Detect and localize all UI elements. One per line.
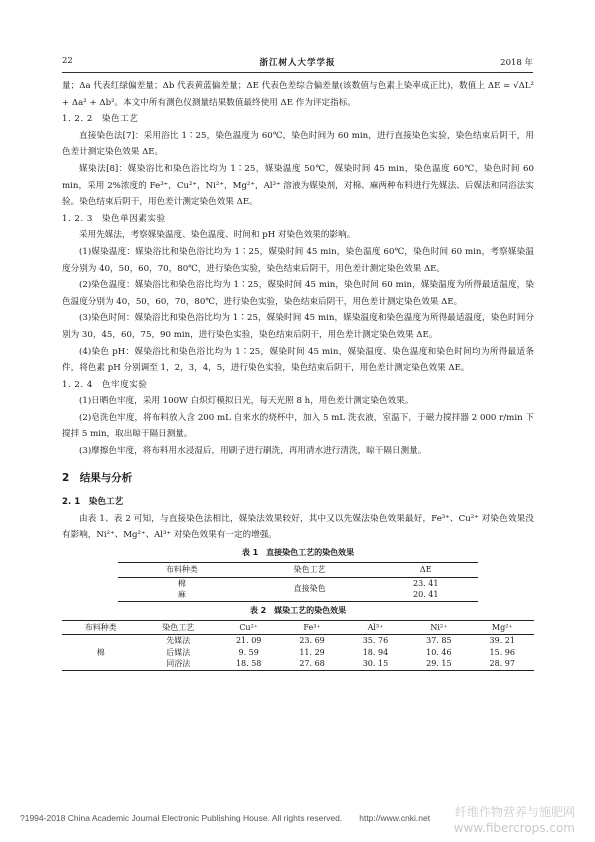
- table-cell: 同浴法: [139, 658, 216, 670]
- table-cell: 20. 41: [373, 589, 478, 601]
- table-cell: 11. 29: [299, 647, 325, 657]
- running-header: [62, 56, 533, 70]
- paragraph: 由表 1、表 2 可知，与直接染色法相比，媒染法效果较好，其中又以先媒法染色效果最好，Fe³⁺、Cu²⁺ 对染色效果没有影响，Ni²⁺、Mg²⁺、Al³⁺ 对染色效果有一定的增强。: [62, 513, 534, 541]
- paragraph: (3)摩擦色牢度，将布料用水浸湿后，用刷子进行刷洗，再用清水进行清洗，晾干隔日测量。: [79, 446, 427, 457]
- table-header: 染色工艺: [246, 563, 374, 578]
- watermark-line: 纤维作物营养与施肥网: [454, 805, 575, 819]
- paragraph: 直接染色法[7]：采用浴比 1∶25，染色温度为 60℃，染色时间为 60 min，进行直接染色实验，染色结束后阴干，用色差计测定染色效果 ΔE。: [62, 130, 534, 158]
- section-title: 2 结果与分析: [62, 471, 133, 484]
- table-cell: 35. 76: [362, 636, 389, 646]
- copyright-footer: ?1994-2018 China Academic Journal Electronic Publishing House. All rights reserved. http://www.cnki.net: [20, 813, 431, 823]
- section-heading: 1. 2. 2 染色工艺: [62, 114, 139, 125]
- table-cell: 9. 59: [238, 647, 259, 657]
- table-header: Ni²⁺: [407, 620, 470, 635]
- table-header: Cu²⁺: [217, 620, 280, 635]
- paragraph: (1)日晒色牢度，采用 100W 白炽灯模拟日光，每天光照 8 h，用色差计测定染色效果。: [79, 396, 414, 407]
- table-cell: 棉: [177, 578, 186, 588]
- section-heading: 1. 2. 4 色牢度实验: [62, 379, 148, 390]
- table2: [62, 620, 534, 671]
- table-cell: 棉: [62, 635, 139, 671]
- table-row: [62, 635, 534, 647]
- paragraph: (4)染色 pH：媒染浴比和染色浴比均为 1∶25，媒染时间 45 min，媒染温度、染色温度和染色时间均为所得最适条件，将色素 pH 分别调至 1，2，3，4，5，进行染色实验，染色结束后阴干，用色差计测定染色效果 ΔE。: [62, 346, 534, 374]
- table-cell: 23. 41: [413, 578, 439, 588]
- table-header: Fe³⁺: [280, 620, 343, 635]
- table-cell: 直接染色: [246, 577, 374, 601]
- table2-caption: 表 2 媒染工艺的染色效果: [249, 605, 347, 615]
- table-cell: 27. 68: [280, 658, 343, 670]
- subsection-title: 2. 1 染色工艺: [62, 497, 124, 508]
- table-cell: 后媒法: [166, 647, 191, 657]
- page-number: 22: [62, 56, 73, 66]
- table-header: 布料种类: [118, 563, 246, 578]
- table1: [118, 562, 478, 602]
- table-cell: 15. 96: [489, 647, 515, 657]
- paragraph: 采用先媒法，考察媒染温度、染色温度、时间和 pH 对染色效果的影响。: [79, 230, 356, 241]
- journal-year: 2018 年: [500, 58, 533, 68]
- table1-caption: 表 1 直接染色工艺的染色效果: [241, 548, 355, 558]
- table-cell: 39. 21: [489, 636, 515, 646]
- watermark-line: www.fibercrops.com: [453, 821, 575, 835]
- article-body: [62, 78, 534, 671]
- table-cell: 30. 15: [344, 658, 407, 670]
- table-header: Al³⁺: [344, 620, 407, 635]
- header-rule: [62, 72, 533, 73]
- paragraph: (3)染色时间：媒染浴比和染色浴比均为 1∶25，媒染时间 45 min，媒染温度和染色温度为所得最适温度，染色时间分别为 30，45，60，75，90 min，进行染色实验，染色结束后阴干，用色差计测定染色效果 ΔE。: [62, 313, 534, 340]
- section-heading: 1. 2. 3 染色单因素实验: [62, 213, 166, 224]
- table-cell: 28. 97: [471, 658, 534, 670]
- table-cell: 麻: [118, 589, 246, 601]
- table-cell: 21. 09: [235, 636, 262, 646]
- table-header: 布料种类: [62, 620, 139, 635]
- table-cell: 10. 46: [426, 647, 452, 657]
- paragraph: 量；Δa 代表红绿偏差量；Δb 代表黄蓝偏差量；ΔE 代表色差综合偏差量(该数值与色素上染率成正比)，数值上 ΔE = √ΔL² + Δa² + Δb²。本文中所有测色仪测量结果数值最终使用 ΔE 作为评定指标。: [62, 81, 534, 108]
- table-cell: 37. 85: [426, 636, 452, 646]
- table-cell: 18. 58: [217, 658, 280, 670]
- paragraph: (2)皂洗色牢度，将布料放入含 200 mL 自来水的烧杯中，加入 5 mL 洗衣液，室温下，于磁力搅拌器 2 000 r/min 下搅拌 5 min，取出晾干隔日测量。: [62, 412, 534, 440]
- paragraph: 媒染法[8]：媒染浴比和染色浴比均为 1∶25，媒染温度 50℃，媒染时间 45 min，染色温度 60℃，染色时间 60 min，采用 2%浓度的 Fe³⁺，Cu²⁺，Ni²⁺，Mg²⁺，Al³⁺ 溶液为媒染剂，对棉、麻两种布料进行先媒法、后媒法和同浴法实验。染色结束后阴干，用色差计测定染色效果 ΔE。: [62, 163, 534, 208]
- table-header: Mg²⁺: [471, 620, 534, 635]
- table-cell: 29. 15: [407, 658, 470, 670]
- journal-name: 浙江树人大学学报: [259, 58, 336, 68]
- paragraph: (1)媒染温度：媒染浴比和染色浴比均为 1∶25，媒染时间 45 min，染色温度 60℃，染色时间 60 min，考察媒染温度分别为 40，50，60，70，80℃，进行染色实验，染色结束后阴干，用色差计测定染色效果 ΔE。: [62, 246, 534, 274]
- paragraph: (2)染色温度：媒染浴比和染色浴比均为 1∶25，媒染时间 45 min，染色时间 60 min，媒染温度为所得最适温度，染色温度分别为 40，50，60，70，80℃，进行染色实验，染色结束后阴干，用色差计测定染色效果 ΔE。: [62, 280, 534, 307]
- table-header: ΔE: [373, 563, 478, 578]
- table-header: 染色工艺: [139, 620, 216, 635]
- table-cell: 18. 94: [362, 647, 389, 657]
- table-cell: 23. 69: [299, 636, 325, 646]
- table-row: [118, 577, 478, 589]
- table-cell: 先媒法: [166, 636, 191, 646]
